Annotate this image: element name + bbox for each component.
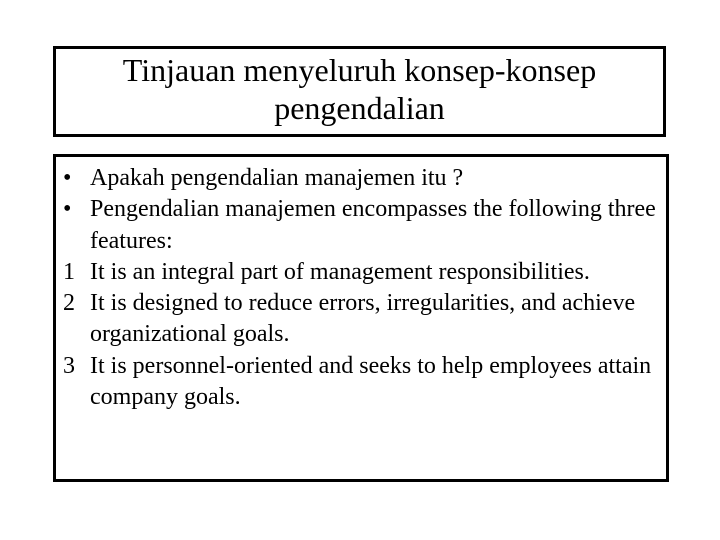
list-item-text: Apakah pengendalian manajemen itu ? <box>90 165 464 191</box>
number-marker: 1 <box>63 258 75 285</box>
number-marker: 3 <box>63 352 75 379</box>
bullet-marker: • <box>63 165 72 191</box>
list-item-text: It is personnel-oriented and seeks to help employees attain company goals. <box>90 352 652 411</box>
list-item <box>56 351 656 414</box>
bullet-marker: • <box>63 196 72 223</box>
list-item-text: Pengendalian manajemen encompasses the following three features: <box>90 196 656 254</box>
list-item-text: It is designed to reduce errors, irregularities, and achieve organizational goals. <box>90 290 636 348</box>
list-item <box>56 163 656 194</box>
list-item-text: It is an integral part of management responsibilities. <box>90 258 590 285</box>
list-item <box>56 194 656 257</box>
title-box <box>53 46 666 137</box>
content-box <box>53 154 669 482</box>
list-item <box>56 288 656 351</box>
list-item <box>56 257 656 288</box>
number-marker: 2 <box>63 290 75 317</box>
bullet-list <box>56 163 656 413</box>
slide-title: Tinjauan menyeluruh konsep-konsep pengendalian <box>122 51 597 126</box>
